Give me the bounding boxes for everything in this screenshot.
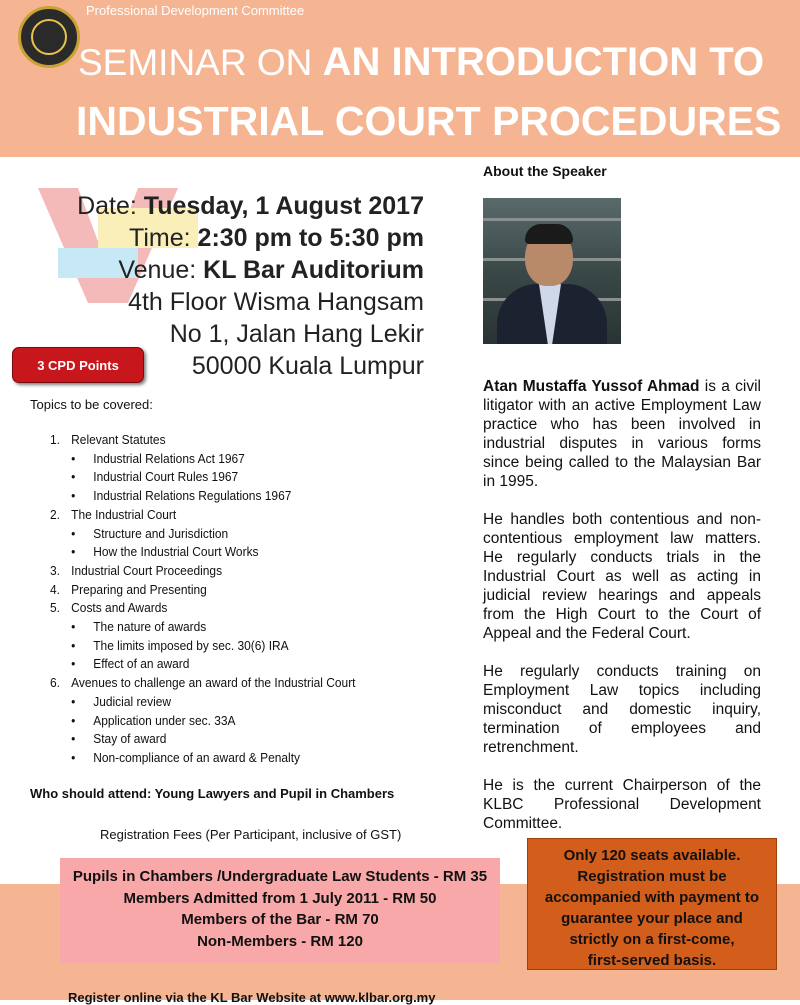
topic-item: 4. Preparing and Presenting — [50, 581, 207, 597]
seminar-title-line2: INDUSTRIAL COURT PROCEDURES — [76, 98, 782, 144]
header-banner — [0, 0, 800, 157]
event-address-line: 4th Floor Wisma Hangsam — [128, 288, 424, 316]
topic-subitem: • Stay of award — [71, 731, 167, 747]
topic-subitem: • The nature of awards — [71, 619, 207, 635]
event-time: Time: 2:30 pm to 5:30 pm — [129, 224, 424, 252]
bio-paragraph: He is the current Chairperson of the KLBC Professional Development Committee. — [483, 777, 761, 832]
topic-subitem: • Industrial Relations Regulations 1967 — [71, 488, 292, 504]
event-address-line: 50000 Kuala Lumpur — [191, 352, 424, 380]
topic-item: 5. Costs and Awards — [50, 600, 168, 616]
fees-heading: Registration Fees (Per Participant, inclusive of GST) — [100, 827, 402, 842]
event-venue: Venue: KL Bar Auditorium — [118, 256, 424, 284]
topic-item: 1. Relevant Statutes — [50, 432, 166, 447]
speaker-name: Atan Mustaffa Yussof Ahmad — [483, 378, 700, 395]
bio-paragraph: Atan Mustaffa Yussof Ahmad is a civil litigator with an active Employment Law practice who has been involved in industrial disputes in various forms since being called to the Malaysian Bar in 1995. — [483, 378, 761, 490]
bio-paragraph: He regularly conducts training on Employment Law topics including misconduct and domestic inquiry, termination of employees and retrenchment. — [483, 663, 761, 756]
bio-paragraph: He handles both contentious and non-contentious employment law matters. He regularly conducts trials in the Industrial Court as well as acting in judicial review hearings and appeals from the High Court to the Court of Appeal and the Federal Court. — [483, 511, 761, 642]
bar-crest-logo — [18, 6, 80, 68]
about-speaker-heading: About the Speaker — [483, 163, 607, 179]
topic-subitem: • Application under sec. 33A — [71, 712, 236, 728]
topic-subitem: • The limits imposed by sec. 30(6) IRA — [71, 637, 289, 653]
topic-subitem: • Non-compliance of an award & Penalty — [71, 749, 300, 765]
event-date: Date: Tuesday, 1 August 2017 — [77, 192, 424, 220]
fee-line: Non-Members - RM 120 — [197, 932, 363, 950]
register-online-link[interactable]: Register online via the KL Bar Website at www.klbar.org.my — [68, 990, 436, 1005]
fee-line: Members of the Bar - RM 70 — [181, 911, 379, 928]
topic-subitem: • Industrial Relations Act 1967 — [71, 450, 245, 466]
topics-heading: Topics to be covered: — [30, 397, 153, 412]
fee-line: Pupils in Chambers /Undergraduate Law Students - RM 35 — [72, 868, 488, 885]
cpd-points-badge: 3 CPD Points — [12, 347, 144, 383]
topic-subitem: • Structure and Jurisdiction — [71, 525, 229, 541]
topic-subitem: • Judicial review — [71, 693, 172, 709]
topic-item: 3. Industrial Court Proceedings — [50, 562, 223, 578]
topic-subitem: • How the Industrial Court Works — [71, 544, 259, 560]
speaker-photo — [483, 198, 621, 344]
fee-line: Members Admitted from 1 July 2011 - RM 50 — [123, 889, 437, 907]
who-should-attend: Who should attend: Young Lawyers and Pupil in Chambers — [30, 786, 395, 801]
speaker-bio — [483, 377, 761, 852]
committee-name: Professional Development Committee — [86, 3, 305, 18]
topic-item: 6. Avenues to challenge an award of the Industrial Court — [50, 675, 356, 691]
topic-subitem: • Effect of an award — [71, 656, 190, 672]
seminar-title-line1: SEMINAR ON AN INTRODUCTION TO — [78, 40, 765, 84]
topic-subitem: • Industrial Court Rules 1967 — [71, 469, 239, 485]
event-address-line: No 1, Jalan Hang Lekir — [169, 320, 424, 348]
topics-list — [50, 431, 356, 768]
seats-notice: Only 120 seats available. Registration must be accompanied with payment to guarantee your place and strictly on a first-come, first-served basis. — [527, 838, 777, 970]
fees-box — [60, 858, 500, 963]
topic-item: 2. The Industrial Court — [50, 506, 177, 522]
